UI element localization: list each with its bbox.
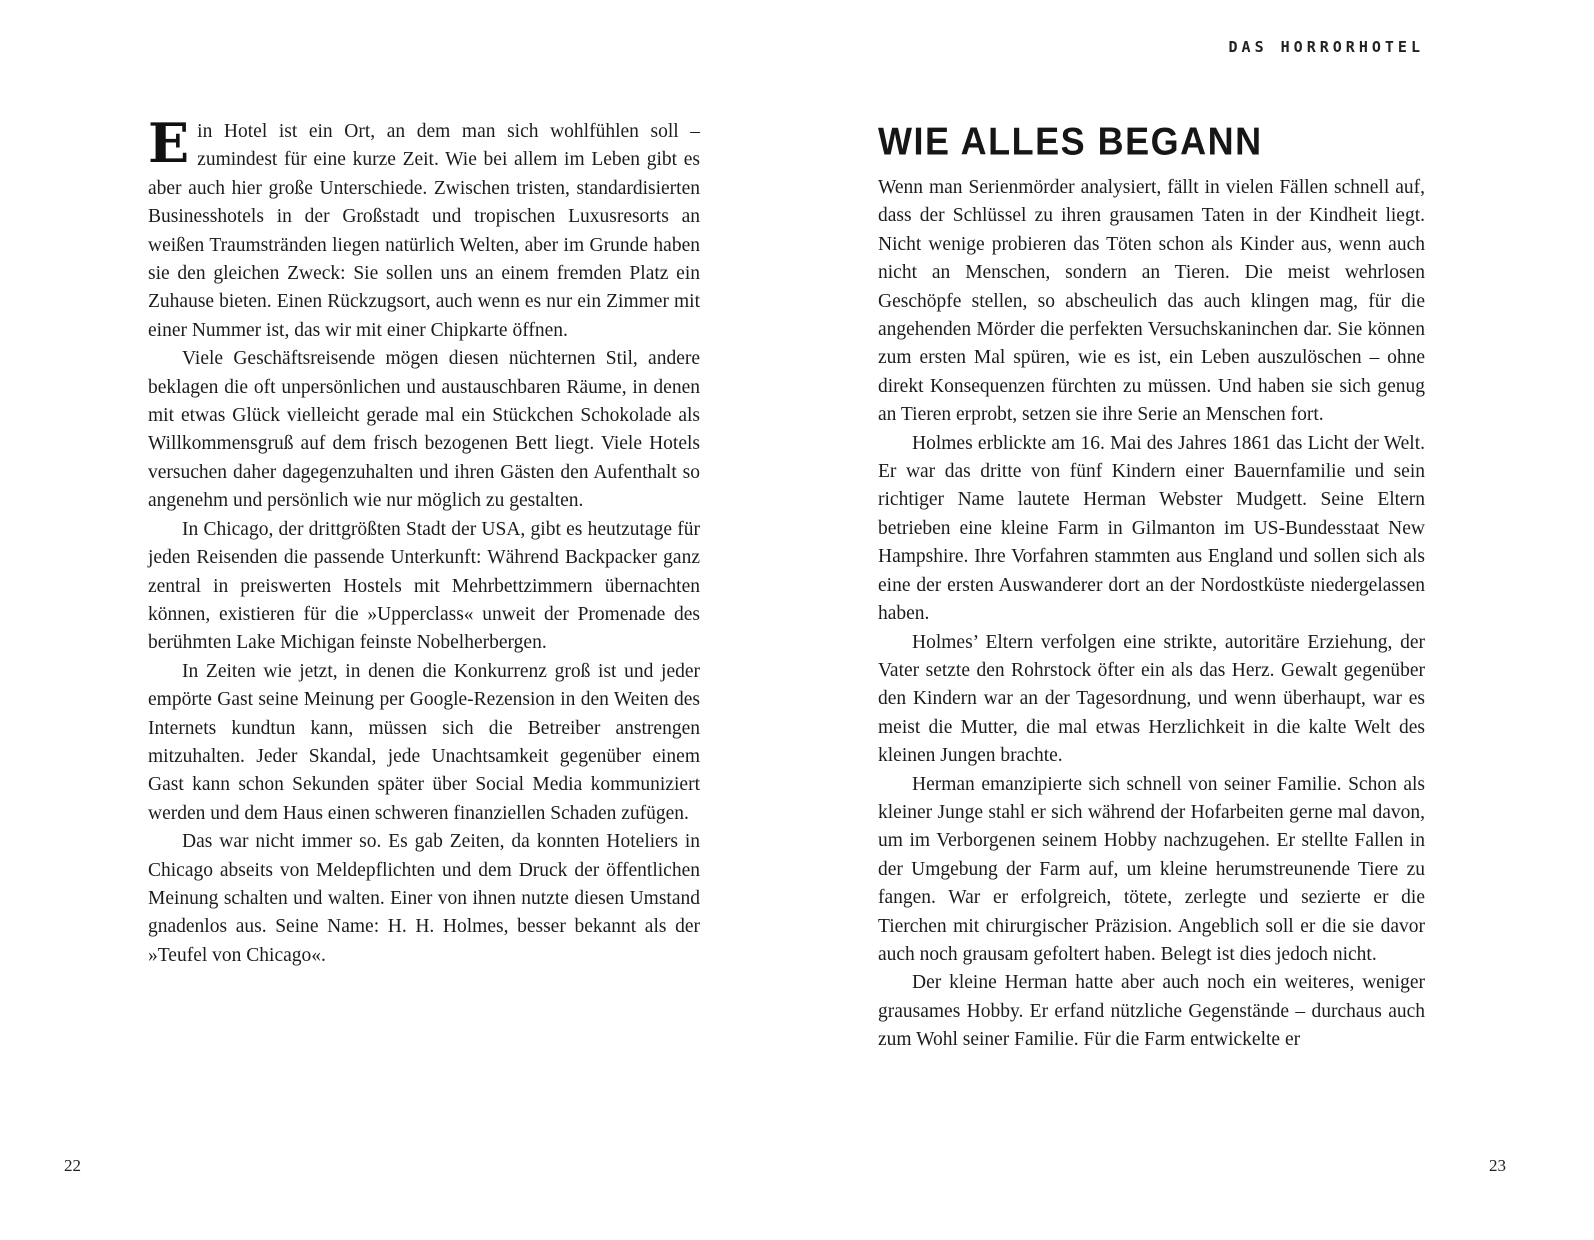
running-head: DAS HORRORHOTEL <box>1228 38 1424 56</box>
page-left-text-column <box>148 111 700 970</box>
paragraph: Holmes’ Eltern verfolgen eine strikte, autoritäre Erziehung, der Vater setzte den Rohrstock öfter ein als das Herz. Gewalt gegenüber den Kindern war an der Tagesordnung, und wenn überhaupt, war es meist die Mutter, die mal etwas Herzlichkeit in die kalte Welt des kleinen Jungen brachte. <box>878 631 1425 767</box>
drop-cap: E <box>148 111 190 175</box>
paragraph: Viele Geschäftsreisende mögen diesen nüchternen Stil, andere beklagen die oft unpersönlichen und austauschbaren Räume, in denen mit etwas Glück vielleicht gerade mal ein Stückchen Schokolade als Willkommensgruß auf dem frisch bezogenen Bett liegt. Viele Hotels versuchen daher dagegenzuhalten und ihren Gästen den Aufenthalt so angenehm und persönlich wie nur möglich zu gestalten. <box>148 348 700 512</box>
paragraph <box>148 111 700 345</box>
paragraph: Holmes erblickte am 16. Mai des Jahres 1861 das Licht der Welt. Er war das dritte von fünf Kindern einer Bauernfamilie und sein richtiger Name lautete Herman Webster Mudgett. Seine Eltern betrieben eine kleine Farm in Gilmanton im US-Bundesstaat New Hampshire. Ihre Vorfahren stammten aus England und sollen sich als eine der ersten Auswanderer dort an der Nordostküste niedergelassen haben. <box>878 432 1425 625</box>
paragraph: Der kleine Herman hatte aber auch noch ein weiteres, weniger grausames Hobby. Er erfand nützliche Gegenstände – durchaus auch zum Wohl seiner Familie. Für die Farm entwickelte er <box>878 972 1425 1051</box>
paragraph-text: in Hotel ist ein Ort, an dem man sich wohlfühlen soll – zumindest für eine kurze Zeit. Wie bei allem im Leben gibt es aber auch hier große Unterschiede. Zwischen tristen, standardisierten Businesshotels in der Großstadt und tropischen Luxusresorts an weißen Traumstränden liegen natürlich Welten, aber im Grunde haben sie den gleichen Zweck: Sie sollen uns an einem fremden Platz ein Zuhause bieten. Einen Rückzugsort, auch wenn es nur ein Zimmer mit einer Nummer ist, das wir mit einer Chipkarte öffnen. <box>148 121 700 341</box>
page-number-left: 22 <box>64 1156 81 1175</box>
paragraph: Wenn man Serienmörder analysiert, fällt in vielen Fällen schnell auf, dass der Schlüssel zu ihren grausamen Taten in der Kindheit liegt. Nicht wenige probieren das Töten schon als Kinder aus, wenn auch nicht an Menschen, sondern an Tieren. Die meist wehrlosen Geschöpfe stellen, so abscheulich das auch klingen mag, für die angehenden Mörder die perfekten Versuchskaninchen dar. Sie können zum ersten Mal spüren, wie es ist, ein Leben auszulöschen – ohne direkt Konsequenzen fürchten zu müssen. Und haben sie sich genug an Tieren erprobt, setzen sie ihre Serie an Menschen fort. <box>878 177 1425 426</box>
page-right-text-column <box>878 118 1425 1055</box>
paragraph: In Chicago, der drittgrößten Stadt der USA, gibt es heutzutage für jeden Reisenden die passende Unterkunft: Während Backpacker ganz zentral in preiswerten Hostels mit Mehrbettzimmern übernachten können, existieren für die »Upperclass« unweit der Promenade des berühmten Lake Michigan feinste Nobelherbergen. <box>148 518 700 654</box>
paragraph: In Zeiten wie jetzt, in denen die Konkurrenz groß ist und jeder empörte Gast seine Meinung per Google-Rezension in den Weiten des Internets kundtun kann, müssen sich die Betreiber anstrengen mitzuhalten. Jeder Skandal, jede Unachtsamkeit gegenüber einem Gast kann schon Sekunden später über Social Media kommuniziert werden und dem Haus einen schweren finanziellen Schaden zufügen. <box>148 660 700 824</box>
chapter-heading: WIE ALLES BEGANN <box>878 118 1263 164</box>
paragraph: Das war nicht immer so. Es gab Zeiten, da konnten Hoteliers in Chicago abseits von Meldepflichten und dem Druck der öffentlichen Meinung schalten und walten. Einer von ihnen nutzte diesen Umstand gnadenlos aus. Seine Name: H. H. Holmes, besser bekannt als der »Teufel von Chicago«. <box>148 831 700 966</box>
paragraph: Herman emanzipierte sich schnell von seiner Familie. Schon als kleiner Junge stahl er sich während der Hofarbeiten gerne mal davon, um im Verborgenen seinem Hobby nachzugehen. Er stellte Fallen in der Umgebung der Farm auf, um kleine herumstreunende Tiere zu fangen. War er erfolgreich, tötete, zerlegte und sezierte er die Tierchen mit chirurgischer Präzision. Angeblich soll er die sie davor auch noch grausam gefoltert haben. Belegt ist dies jedoch nicht. <box>878 773 1425 965</box>
page-number-right: 23 <box>1489 1156 1506 1175</box>
